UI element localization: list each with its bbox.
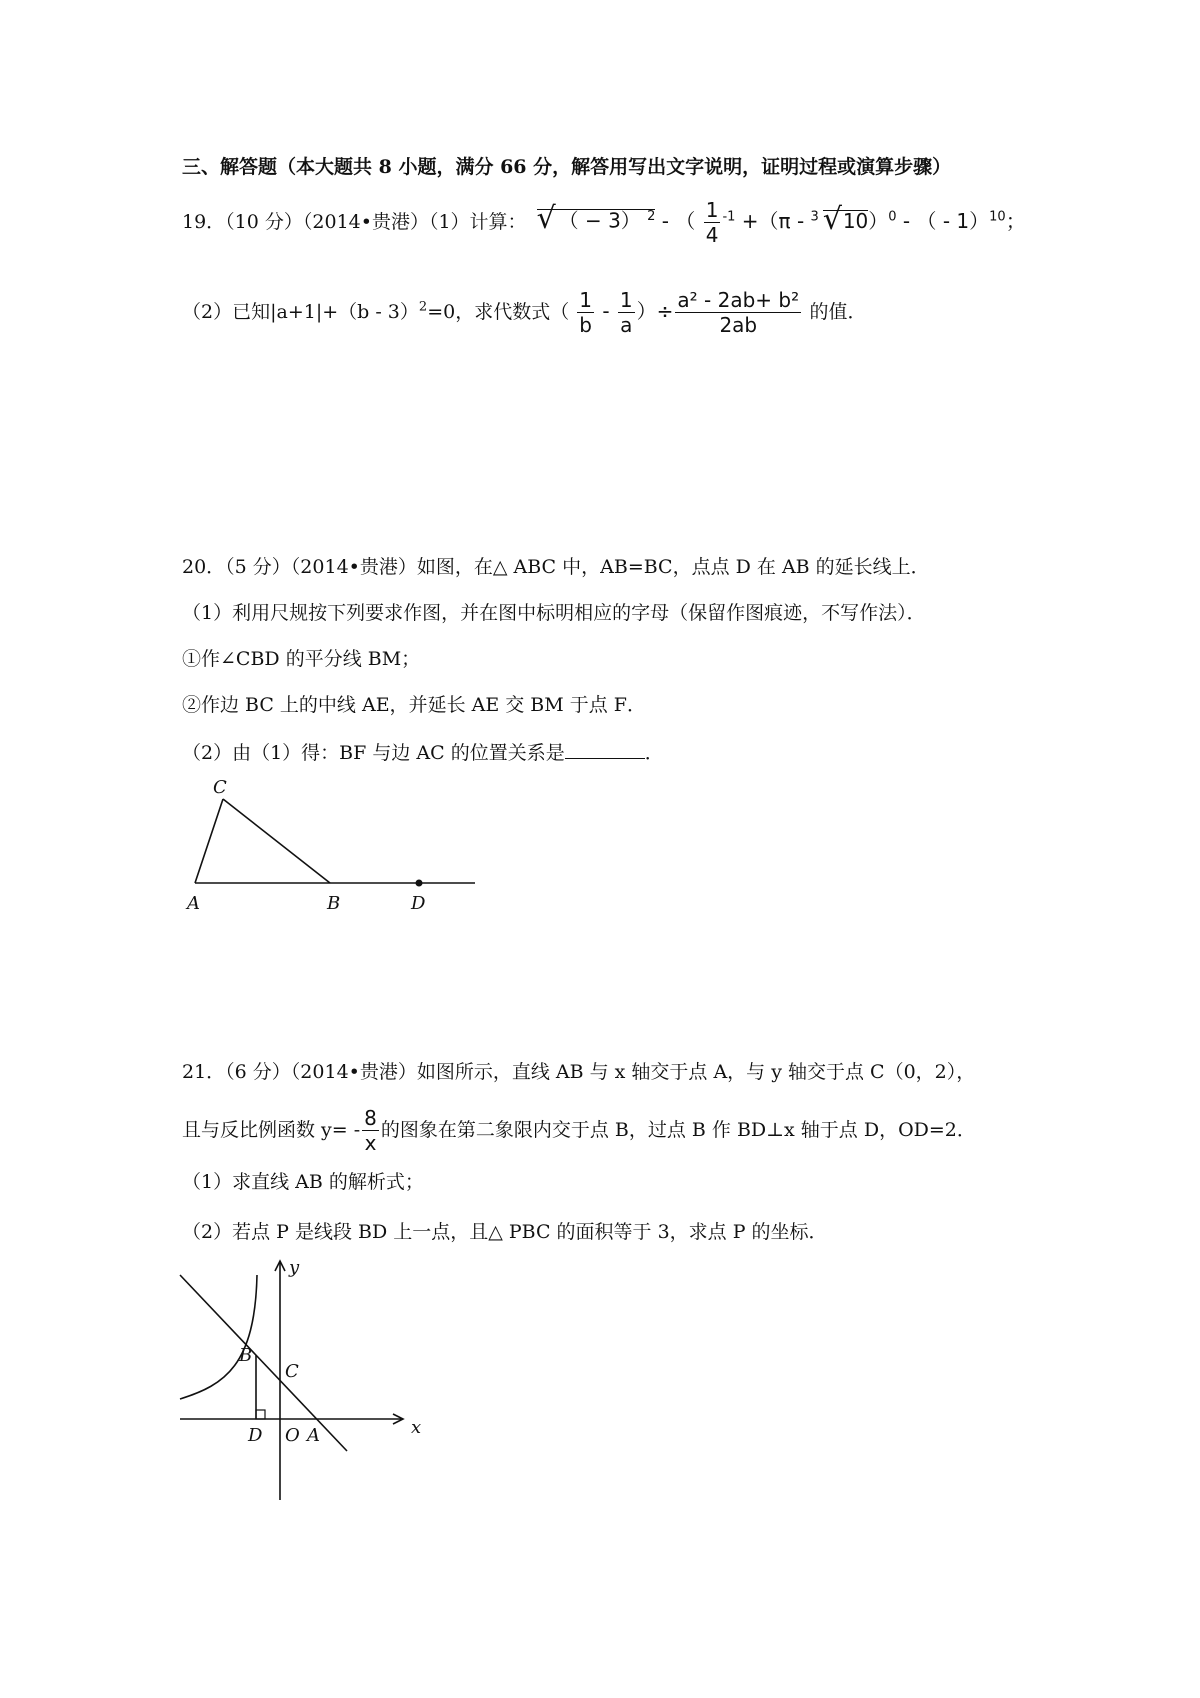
point-d <box>416 880 423 887</box>
fraction-8-x <box>362 1108 379 1153</box>
label-a: A <box>187 893 200 914</box>
q20-line5 <box>182 742 664 763</box>
q21-line2-suffix: 的图象在第二象限内交于点 B，过点 B 作 BD⊥x 轴于点 D，OD=2． <box>380 1119 976 1141</box>
answer-blank <box>565 742 645 759</box>
frac-num: 1 <box>619 288 633 312</box>
frac-den: a <box>620 313 633 337</box>
hyperbola-curve <box>180 1275 257 1399</box>
exp10: 10 <box>989 209 1006 225</box>
q19-line1 <box>182 200 1026 245</box>
cbrt-expression <box>823 210 868 231</box>
exp0: 0 <box>888 209 897 225</box>
cbrt-index: 3 <box>810 209 819 225</box>
q19-p2-end: 的值． <box>809 301 867 323</box>
paren-close: ） <box>868 209 889 233</box>
q19-plus: +（π - <box>741 209 811 233</box>
frac-num: 1 <box>705 198 719 222</box>
label-d: D <box>411 893 426 914</box>
label-x: x <box>411 1417 422 1438</box>
q20-line4: ②作边 BC 上的中线 AE，并延长 AE 交 BM 于点 F． <box>182 694 646 716</box>
frac-num: 1 <box>579 288 592 312</box>
fraction-1-4 <box>704 200 721 245</box>
q21-line2 <box>182 1108 976 1153</box>
segment-ac <box>195 799 223 883</box>
minus: - <box>595 299 616 323</box>
cbrt-content: 10 <box>842 209 869 233</box>
q19-line2 <box>182 290 867 335</box>
label-y: y <box>289 1257 300 1278</box>
q19-minus: - （ <box>661 209 696 233</box>
sqrt-expression <box>537 209 656 231</box>
label-b: B <box>327 893 341 914</box>
frac-den: x <box>364 1131 377 1155</box>
q21-line3: （1）求直线 AB 的解析式； <box>182 1171 424 1193</box>
q19-tail: - （ - 1） <box>902 209 990 233</box>
frac-den: 2ab <box>719 313 758 337</box>
section-header: 三、解答题（本大题共 8 小题，满分 66 分，解答用写出文字说明，证明过程或演算步骤） <box>182 156 952 178</box>
triangle-figure <box>175 775 485 915</box>
right-angle-mark <box>256 1410 265 1419</box>
q21-line1: 21．（6 分）（2014•贵港）如图所示，直线 AB 与 x 轴交于点 A，与 y 轴交于点 C（0，2）， <box>182 1061 976 1083</box>
label-d: D <box>248 1425 263 1446</box>
label-a: A <box>307 1425 320 1446</box>
label-c: C <box>285 1361 299 1382</box>
label-c: C <box>213 777 227 798</box>
frac-den: 4 <box>705 223 719 247</box>
coordinate-figure <box>175 1255 425 1505</box>
fraction-1-b <box>577 290 594 335</box>
semicolon: ； <box>1005 209 1026 233</box>
line-ab <box>180 1275 347 1451</box>
q20-line3: ①作∠CBD 的平分线 BM； <box>182 648 421 670</box>
label-o: O <box>285 1425 300 1446</box>
q20-line5-suffix: ． <box>644 742 664 764</box>
sqrt-content: （ − 3） <box>558 209 641 233</box>
q19-p2-mid: =0，求代数式（ <box>427 301 570 323</box>
frac-den: b <box>579 313 592 337</box>
label-b: B <box>239 1345 253 1366</box>
frac-num: a² - 2ab+ b² <box>677 288 800 312</box>
exp-neg1: -1 <box>722 209 736 225</box>
fraction-expression <box>675 290 801 335</box>
sqrt-exp: 2 <box>647 209 656 225</box>
frac-num: 8 <box>364 1106 377 1130</box>
fraction-1-a <box>618 290 635 335</box>
q21-line2-prefix: 且与反比例函数 y= - <box>182 1119 361 1141</box>
segment-cb <box>223 799 330 883</box>
q20-line5-prefix: （2）由（1）得：BF 与边 AC 的位置关系是 <box>182 742 565 764</box>
q19-p2-prefix: （2）已知|a+1|+（b - 3） <box>182 301 419 323</box>
q20-line2: （1）利用尺规按下列要求作图，并在图中标明相应的字母（保留作图痕迹，不写作法）． <box>182 602 926 624</box>
q20-line1: 20．（5 分）（2014•贵港）如图，在△ ABC 中，AB=BC，点点 D 在 AB 的延长线上． <box>182 556 930 578</box>
divide: ）÷ <box>636 299 674 323</box>
q19-prefix: 19．（10 分）（2014•贵港）（1）计算： <box>182 211 527 233</box>
q19-p2-sup: 2 <box>418 299 428 315</box>
q21-line4: （2）若点 P 是线段 BD 上一点，且△ PBC 的面积等于 3，求点 P 的坐标． <box>182 1221 828 1243</box>
